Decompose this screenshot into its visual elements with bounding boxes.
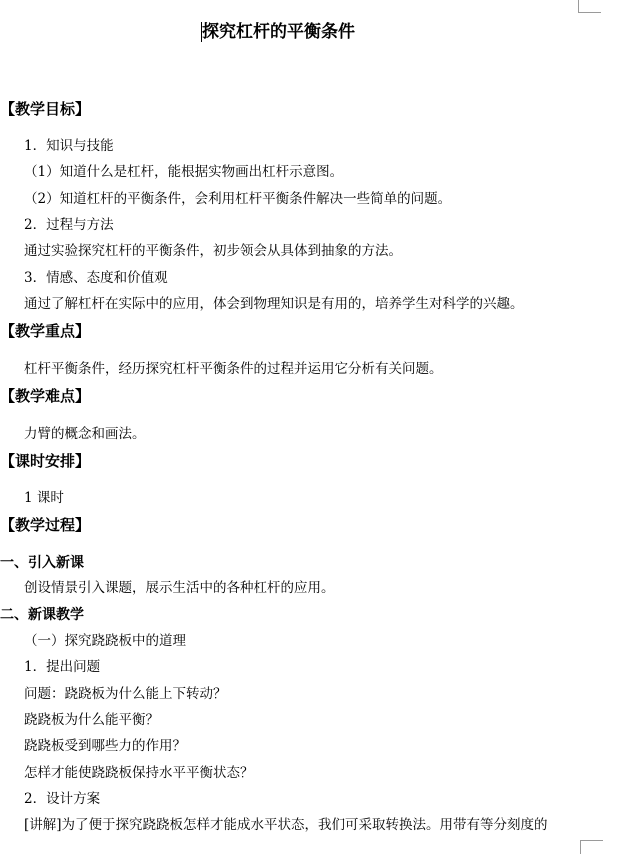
question-2: 跷跷板为什么能平衡？ (24, 712, 159, 728)
schedule-text: 1 课时 (24, 490, 64, 506)
introduction-text: 创设情景引入课题，展示生活中的各种杠杆的应用。 (24, 580, 335, 596)
difficulties-text: 力臂的概念和画法。 (24, 426, 146, 442)
step-2: 2．设计方案 (24, 791, 101, 807)
document-title[interactable]: 探究杠杆的平衡条件 (202, 22, 355, 42)
goal-3: 3．情感、态度和价值观 (24, 270, 168, 286)
goal-2a: 通过实验探究杠杆的平衡条件，初步领会从具体到抽象的方法。 (24, 243, 402, 259)
heading-difficulties: 【教学难点】 (0, 387, 91, 405)
crop-mark-bottom-right (580, 840, 603, 854)
crop-mark-top-right (578, 0, 601, 13)
heading-key-points: 【教学重点】 (0, 322, 91, 340)
part-1-heading: （一）探究跷跷板中的道理 (24, 633, 186, 649)
heading-schedule: 【课时安排】 (0, 452, 91, 470)
goal-1a: （1）知道什么是杠杆，能根据实物画出杠杆示意图。 (24, 164, 344, 180)
question-3: 跷跷板受到哪些力的作用？ (24, 738, 186, 754)
goal-1b: （2）知道杠杆的平衡条件，会利用杠杆平衡条件解决一些简单的问题。 (24, 191, 452, 207)
step-1: 1．提出问题 (24, 659, 101, 675)
heading-introduction: 一、引入新课 (0, 555, 84, 571)
heading-teaching-process: 【教学过程】 (0, 516, 91, 534)
goal-2: 2．过程与方法 (24, 217, 114, 233)
lecture-text: [讲解]为了便于探究跷跷板怎样才能成水平状态，我们可采取转换法。用带有等分刻度的 (24, 817, 548, 833)
goal-1: 1．知识与技能 (24, 138, 114, 154)
question-4: 怎样才能使跷跷板保持水平平衡状态？ (24, 765, 254, 781)
goal-3a: 通过了解杠杆在实际中的应用，体会到物理知识是有用的，培养学生对科学的兴趣。 (24, 296, 524, 312)
heading-teaching-goals: 【教学目标】 (0, 100, 91, 118)
question-1: 问题：跷跷板为什么能上下转动？ (24, 686, 227, 702)
heading-new-lesson: 二、新课教学 (0, 607, 84, 623)
key-points-text: 杠杆平衡条件，经历探究杠杆平衡条件的过程并运用它分析有关问题。 (24, 361, 443, 377)
